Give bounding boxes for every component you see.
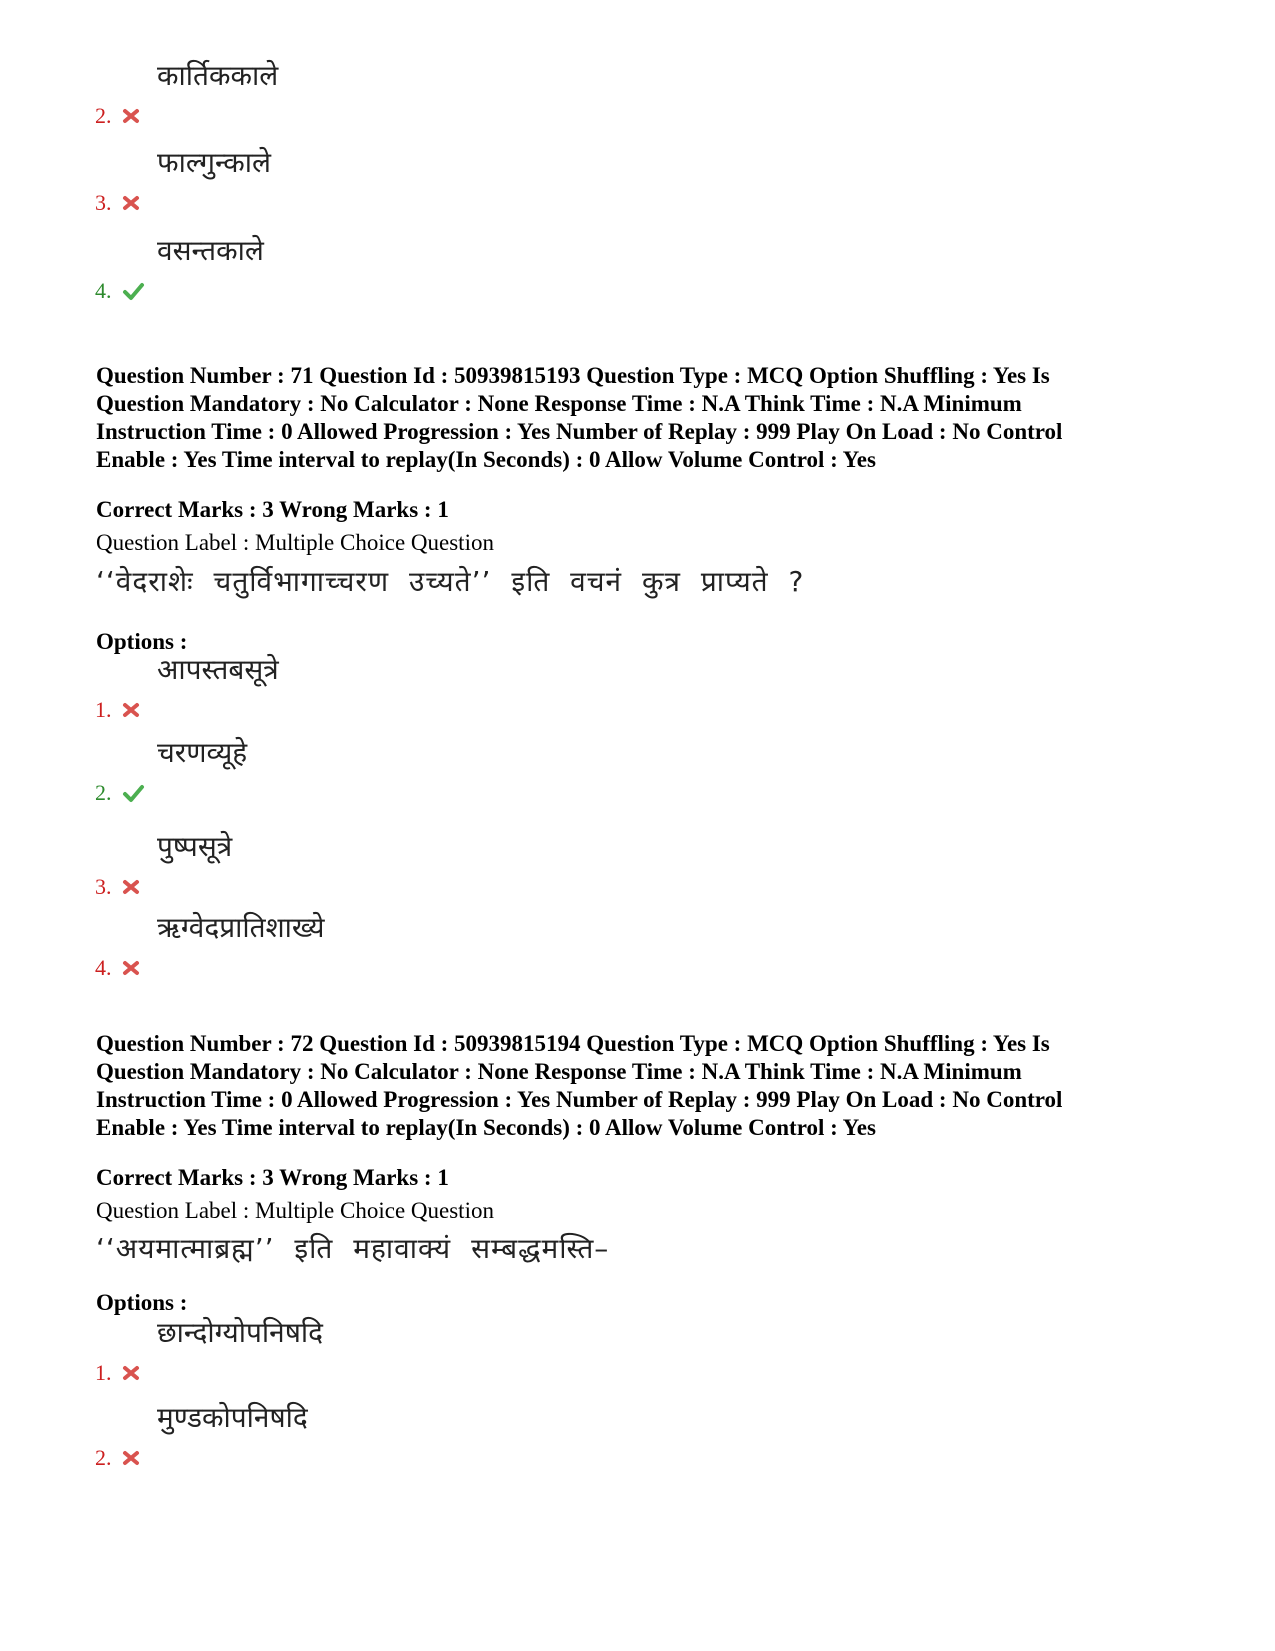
question-label: Question Label : Multiple Choice Question	[96, 530, 494, 555]
marks-line: Correct Marks : 3 Wrong Marks : 1	[96, 1165, 449, 1190]
cross-icon	[121, 106, 141, 126]
option-item	[95, 829, 695, 899]
options-label: Options :	[96, 1290, 188, 1315]
option-item	[95, 145, 695, 215]
option-text: आपस्तबसूत्रे	[157, 653, 279, 686]
cross-icon	[121, 1363, 141, 1383]
option-number: 2.	[95, 1445, 112, 1470]
marks-line: Correct Marks : 3 Wrong Marks : 1	[96, 497, 449, 522]
cross-icon	[121, 1448, 141, 1468]
meta-line: Enable : Yes Time interval to replay(In Seconds) : 0 Allow Volume Control : Yes	[96, 447, 876, 472]
cross-icon	[121, 958, 141, 978]
options-label: Options :	[96, 629, 188, 654]
cross-icon	[121, 877, 141, 897]
option-text: ऋग्वेदप्रातिशाख्ये	[157, 911, 325, 944]
option-text: वसन्तकाले	[157, 234, 264, 267]
question-meta	[96, 1030, 1196, 1142]
option-item	[95, 1400, 695, 1470]
question-text: ‘‘अयमात्माब्रह्म’’ इति महावाक्यं सम्बद्धमस्ति–	[96, 1232, 610, 1265]
option-text: फाल्गुन्काले	[157, 146, 271, 179]
option-number: 3.	[95, 190, 112, 215]
option-item	[95, 652, 695, 722]
cross-icon	[121, 193, 141, 213]
option-number: 2.	[95, 103, 112, 128]
meta-line: Question Mandatory : No Calculator : None Response Time : N.A Think Time : N.A Minimum	[96, 391, 1022, 416]
option-item	[95, 910, 695, 980]
option-item	[95, 735, 695, 805]
cross-icon	[121, 700, 141, 720]
question-text: ‘‘वेदराशेः चतुर्विभागाच्चरण उच्यते’’ इति वचनं कुत्र प्राप्यते ?	[96, 565, 805, 598]
option-text: मुण्डकोपनिषदि	[157, 1401, 308, 1434]
option-number: 3.	[95, 874, 112, 899]
question-meta	[96, 362, 1196, 474]
meta-line: Question Number : 72 Question Id : 50939815194 Question Type : MCQ Option Shuffling : Yes Is	[96, 1031, 1050, 1056]
question-label: Question Label : Multiple Choice Question	[96, 1198, 494, 1223]
option-number: 1.	[95, 1360, 112, 1385]
option-text: छान्दोग्योपनिषदि	[157, 1316, 324, 1349]
option-item	[95, 58, 695, 128]
meta-line: Instruction Time : 0 Allowed Progression : Yes Number of Replay : 999 Play On Load : No Control	[96, 1087, 1063, 1112]
option-number: 4.	[95, 955, 112, 980]
option-number: 1.	[95, 697, 112, 722]
option-number: 2.	[95, 780, 112, 805]
check-icon	[121, 281, 145, 301]
option-item	[95, 233, 695, 303]
option-text: कार्तिककाले	[157, 59, 279, 92]
option-item	[95, 1315, 695, 1385]
meta-line: Question Mandatory : No Calculator : None Response Time : N.A Think Time : N.A Minimum	[96, 1059, 1022, 1084]
meta-line: Enable : Yes Time interval to replay(In Seconds) : 0 Allow Volume Control : Yes	[96, 1115, 876, 1140]
meta-line: Instruction Time : 0 Allowed Progression : Yes Number of Replay : 999 Play On Load : No Control	[96, 419, 1063, 444]
check-icon	[121, 783, 145, 803]
option-number: 4.	[95, 278, 112, 303]
option-text: पुष्पसूत्रे	[157, 830, 233, 863]
option-text: चरणव्यूहे	[157, 736, 248, 769]
meta-line: Question Number : 71 Question Id : 50939815193 Question Type : MCQ Option Shuffling : Yes Is	[96, 363, 1050, 388]
